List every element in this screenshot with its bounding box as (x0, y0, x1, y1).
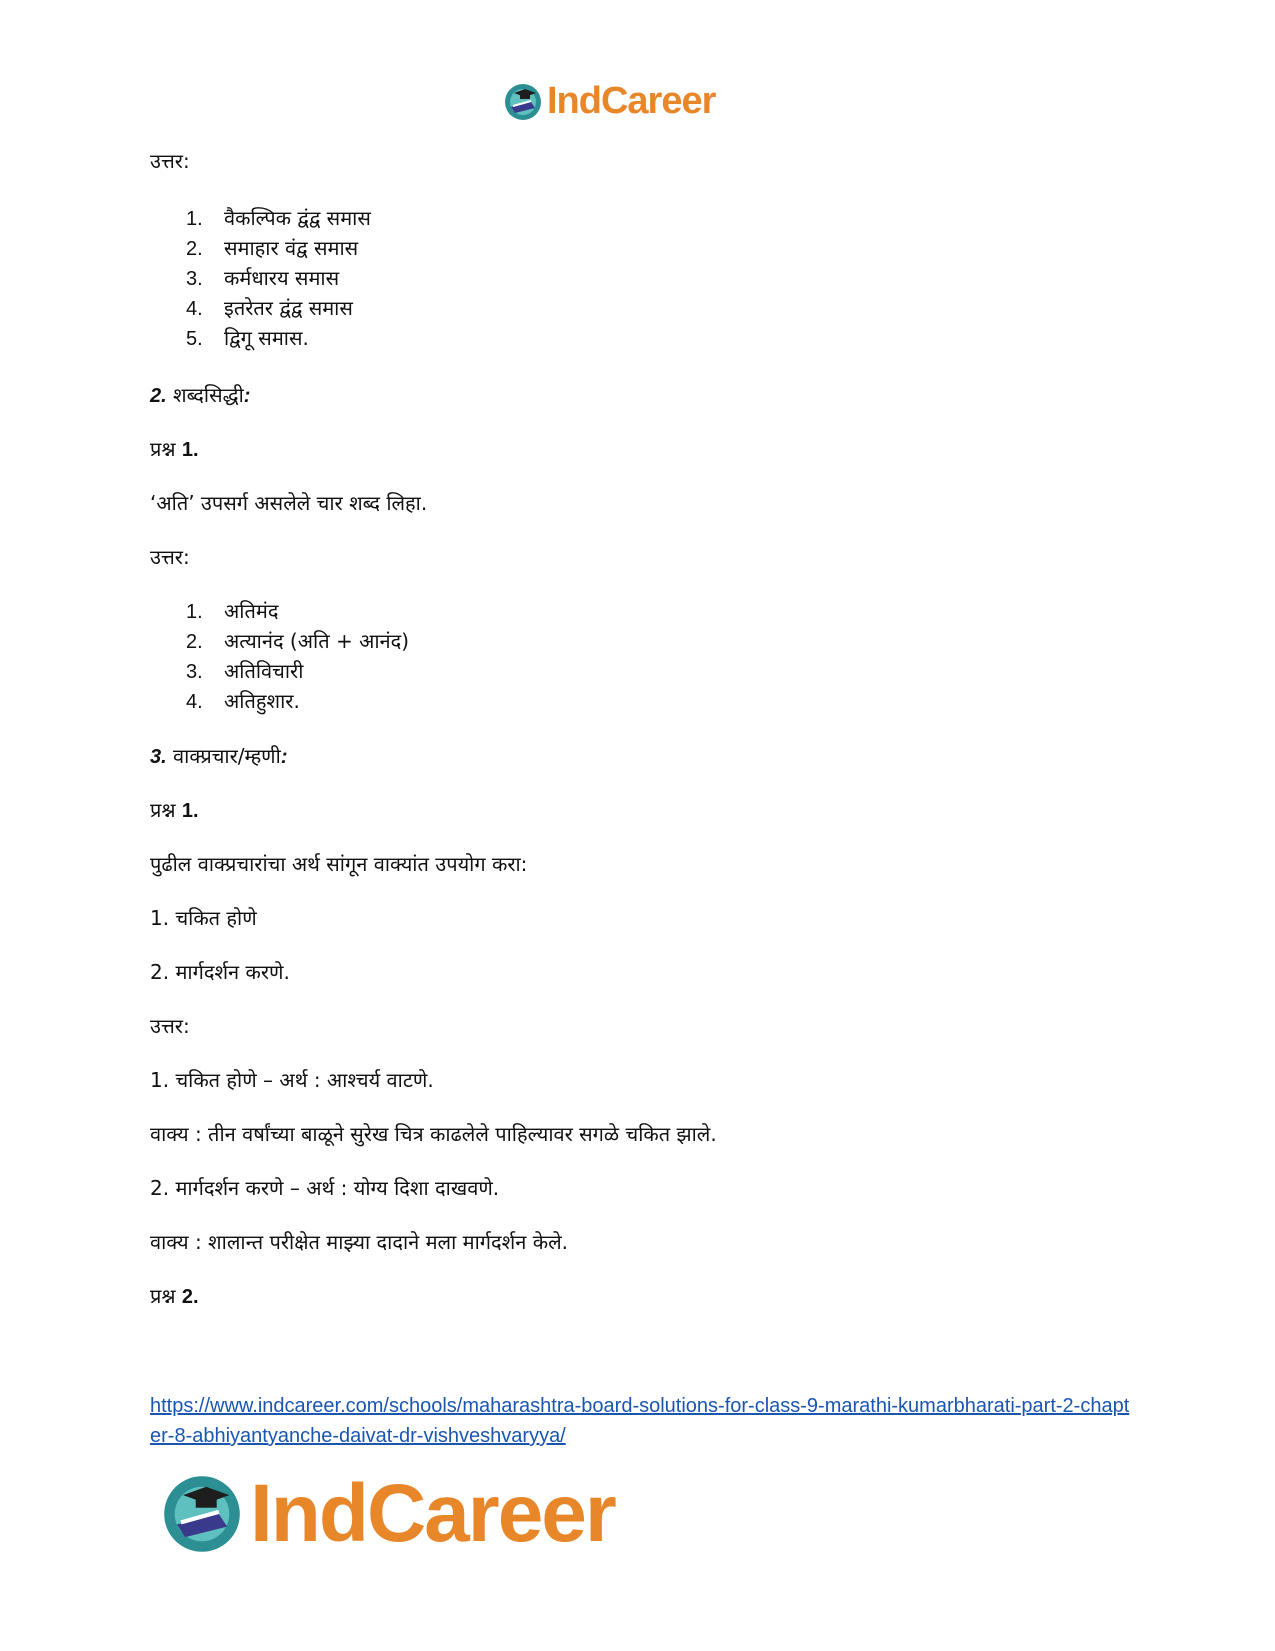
question-label: प्रश्न 1. (150, 798, 199, 822)
answer-meaning: 2. मार्गदर्शन करणे – अर्थ : योग्य दिशा दाखवणे. (150, 1176, 500, 1200)
list-item: 1. अतिमंद (186, 599, 279, 623)
question-label: प्रश्न 1. (150, 437, 199, 461)
section-heading-vakprachar: 3. वाक्प्रचार/म्हणी: (150, 744, 288, 768)
samas-list (186, 203, 371, 353)
ati-words-list (186, 596, 409, 716)
list-item: 4. अतिहुशार. (186, 689, 300, 713)
list-item: 3. अतिविचारी (186, 659, 304, 683)
logo-wordmark: IndCareer (547, 80, 716, 122)
phrase-item: 2. मार्गदर्शन करणे. (150, 960, 290, 984)
source-link[interactable]: https://www.indcareer.com/schools/maharashtra-board-solutions-for-class-9-marathi-kumarbharati-part-2-chapter-8-abhiyantyanche-daivat-dr-vishveshvaryya/ (150, 1395, 1130, 1447)
question-text: पुढील वाक्प्रचारांचा अर्थ सांगून वाक्यांत उपयोग करा: (150, 852, 528, 876)
list-item: 5. द्विगू समास. (186, 326, 309, 350)
answer-sentence: वाक्य : तीन वर्षांच्या बाळूने सुरेख चित्र काढलेले पाहिल्यावर सगळे चकित झाले. (150, 1122, 717, 1146)
question-text: ‘अति’ उपसर्ग असलेले चार शब्द लिहा. (150, 491, 428, 515)
list-item: 4. इतरेतर द्वंद्व समास (186, 296, 353, 320)
graduation-book-icon (160, 1472, 244, 1556)
phrase-item: 1. चकित होणे (150, 906, 257, 930)
list-item: 2. अत्यानंद (अति + आनंद) (186, 629, 410, 653)
footer-logo (160, 1467, 615, 1561)
answer-sentence: वाक्य : शालान्त परीक्षेत माझ्या दादाने मला मार्गदर्शन केले. (150, 1230, 568, 1254)
answer-label: उत्तर: (150, 1014, 190, 1038)
list-item: 2. समाहार वंद्व समास (186, 236, 359, 260)
section-heading-shabdasiddhi: 2. शब्दसिद्धी: (150, 383, 251, 407)
answer-label: उत्तर: (150, 545, 190, 569)
question-label: प्रश्न 2. (150, 1284, 199, 1308)
list-item: 1. वैकल्पिक द्वंद्व समास (186, 206, 371, 230)
header-logo (503, 80, 715, 123)
answer-meaning: 1. चकित होणे – अर्थ : आश्चर्य वाटणे. (150, 1068, 434, 1092)
answer-label: उत्तर: (150, 149, 190, 173)
graduation-book-icon (503, 82, 543, 122)
list-item: 3. कर्मधारय समास (186, 266, 340, 290)
logo-wordmark: IndCareer (250, 1468, 615, 1559)
